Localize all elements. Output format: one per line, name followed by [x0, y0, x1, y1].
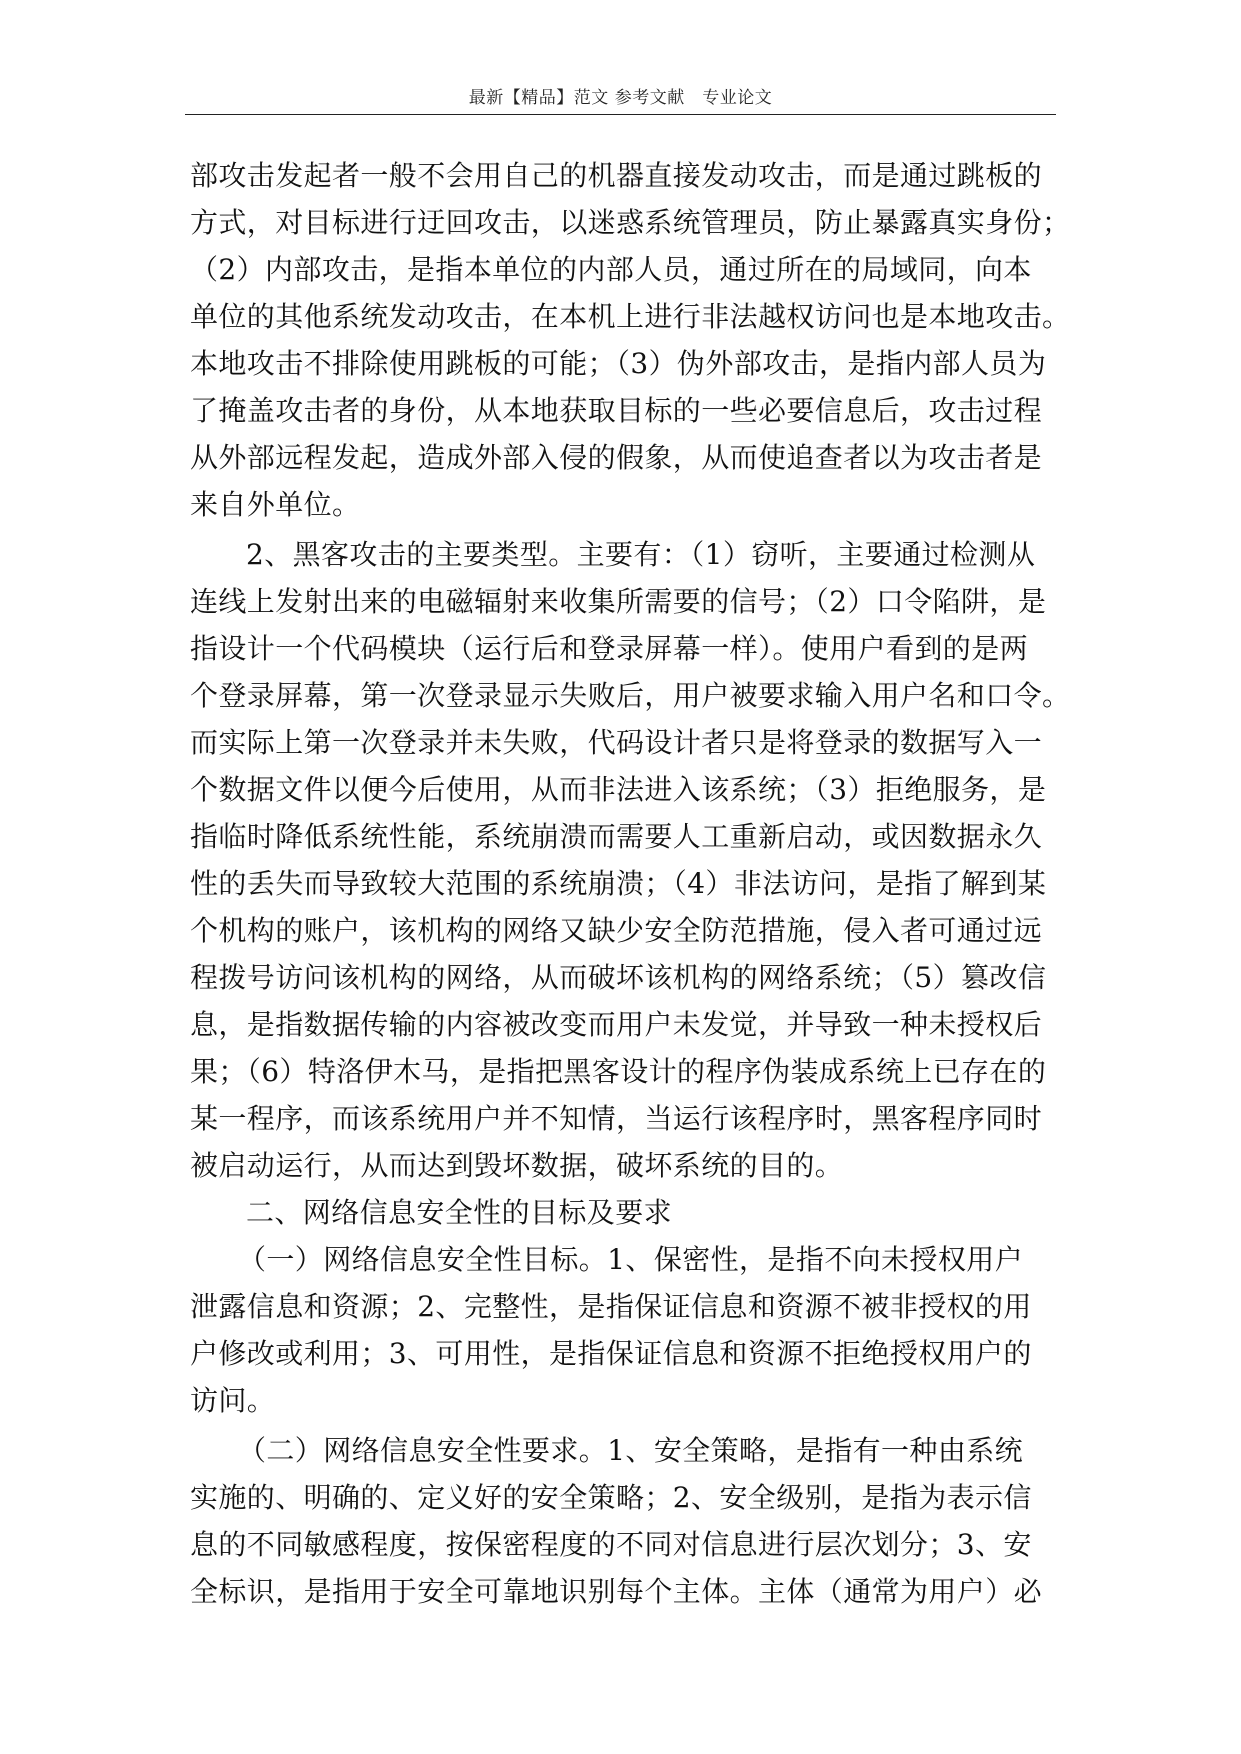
text-line: 来自外单位。 — [190, 488, 361, 521]
text-line: 部攻击发起者一般不会用自己的机器直接发动攻击，而是通过跳板的 — [190, 159, 1043, 192]
text-line: 个机构的账户，该机构的网络又缺少安全防范措施，侵入者可通过远 — [190, 914, 1043, 947]
text-line: 实施的、明确的、定义好的安全策略；2、安全级别，是指为表示信 — [190, 1481, 1032, 1514]
text-line: 从外部远程发起，造成外部入侵的假象，从而使追查者以为攻击者是 — [190, 441, 1043, 474]
text-line: 连线上发射出来的电磁辐射来收集所需要的信号；（2）口令陷阱，是 — [190, 585, 1047, 618]
text-line: 指设计一个代码模块（运行后和登录屏幕一样）。使用户看到的是两 — [190, 632, 1029, 665]
text-line: 本地攻击不排除使用跳板的可能；（3）伪外部攻击，是指内部人员为 — [190, 347, 1047, 380]
text-line: 单位的其他系统发动攻击，在本机上进行非法越权访问也是本地攻击。 — [190, 300, 1071, 333]
text-line: （2）内部攻击，是指本单位的内部人员，通过所在的局域同，向本 — [190, 253, 1032, 286]
text-line: 息，是指数据传输的内容被改变而用户未发觉，并导致一种未授权后 — [190, 1008, 1043, 1041]
text-line: 指临时降低系统性能，系统崩溃而需要人工重新启动，或因数据永久 — [190, 820, 1043, 853]
section-heading: 二、网络信息安全性的目标及要求 — [246, 1196, 673, 1229]
text-line: 而实际上第一次登录并未失败，代码设计者只是将登录的数据写入一 — [190, 726, 1043, 759]
text-line: 方式，对目标进行迂回攻击，以迷惑系统管理员，防止暴露真实身份； — [190, 206, 1071, 239]
text-line: 全标识，是指用于安全可靠地识别每个主体。主体（通常为用户）必 — [190, 1575, 1043, 1608]
paragraph-start: （一）网络信息安全性目标。1、保密性，是指不向未授权用户 — [238, 1243, 1024, 1276]
text-line: 泄露信息和资源；2、完整性，是指保证信息和资源不被非授权的用 — [190, 1290, 1032, 1323]
paragraph-start: （二）网络信息安全性要求。1、安全策略，是指有一种由系统 — [238, 1434, 1024, 1467]
text-line: 个数据文件以便今后使用，从而非法进入该系统；（3）拒绝服务，是 — [190, 773, 1047, 806]
text-line: 息的不同敏感程度，按保密程度的不同对信息进行层次划分；3、安 — [190, 1528, 1032, 1561]
text-line: 果；（6）特洛伊木马，是指把黑客设计的程序伪装成系统上已存在的 — [190, 1055, 1047, 1088]
text-line: 户修改或利用；3、可用性，是指保证信息和资源不拒绝授权用户的 — [190, 1337, 1032, 1370]
page-header: 最新【精品】范文 参考文献 专业论文 — [468, 88, 773, 108]
paragraph-start: 2、黑客攻击的主要类型。主要有：（1）窃听，主要通过检测从 — [246, 538, 1036, 571]
text-line: 访问。 — [190, 1384, 276, 1417]
text-line: 程拨号访问该机构的网络，从而破坏该机构的网络系统；（5）篡改信 — [190, 961, 1047, 994]
text-line: 被启动运行，从而达到毁坏数据，破坏系统的目的。 — [190, 1149, 844, 1182]
body-text — [190, 152, 1071, 1615]
text-line: 性的丢失而导致较大范围的系统崩溃；（4）非法访问，是指了解到某 — [190, 867, 1047, 900]
text-line: 了掩盖攻击者的身份，从本地获取目标的一些必要信息后，攻击过程 — [190, 394, 1043, 427]
text-line: 某一程序，而该系统用户并不知情，当运行该程序时，黑客程序同时 — [190, 1102, 1043, 1135]
text-line: 个登录屏幕，第一次登录显示失败后，用户被要求输入用户名和口令。 — [190, 679, 1071, 712]
header-divider — [185, 114, 1056, 115]
